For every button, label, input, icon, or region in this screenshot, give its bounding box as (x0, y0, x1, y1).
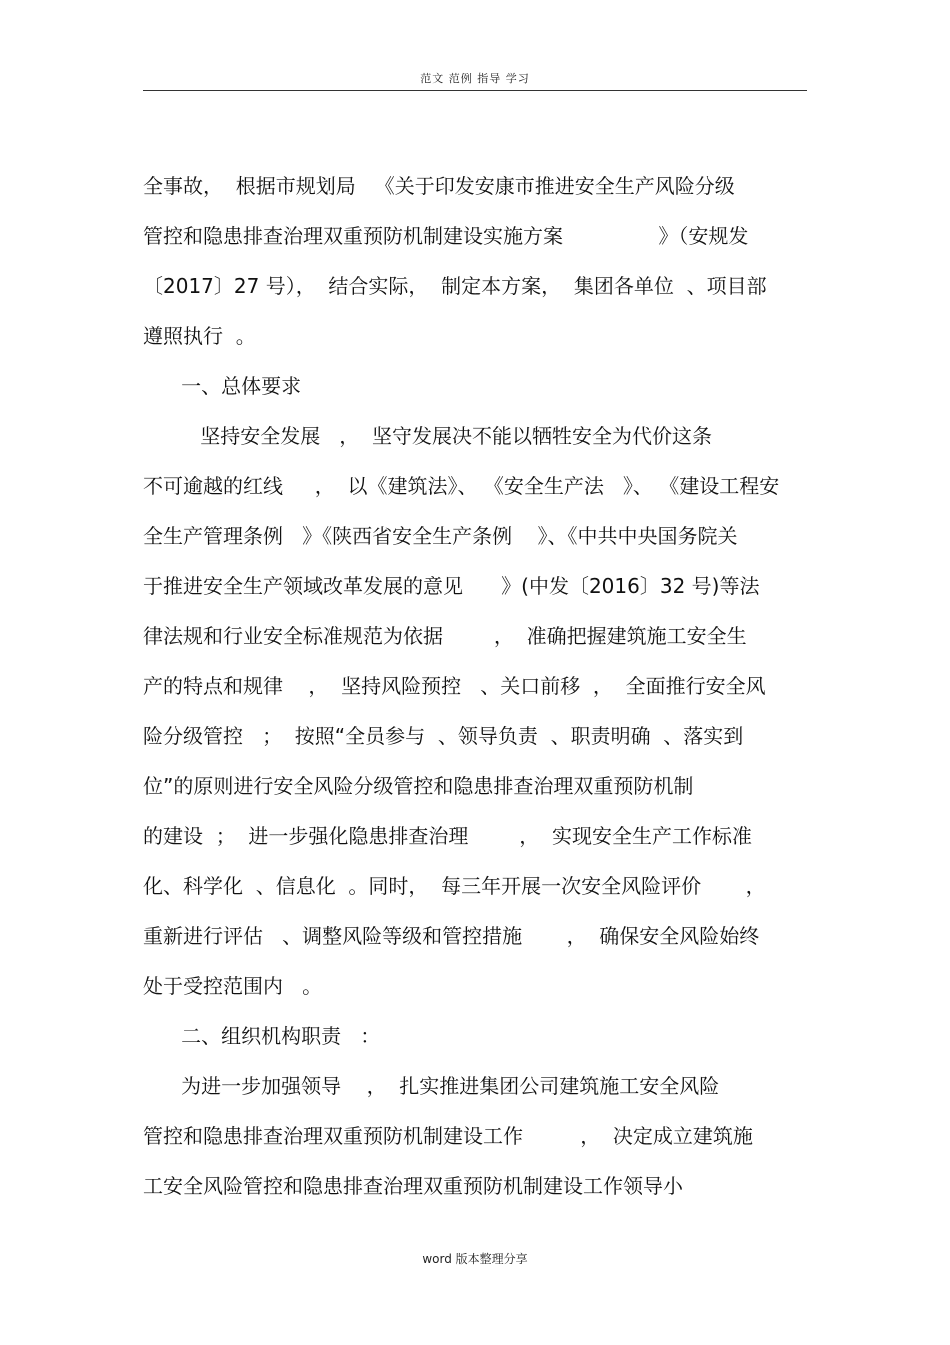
body-line: 律法规和行业安全标准规范为依据 ， 准确把握建筑施工安全生 (143, 624, 747, 648)
section-heading: 一、总体要求 (143, 374, 302, 398)
body-line: 产的特点和规律 ， 坚持风险预控 、关口前移 ， 全面推行安全风 (143, 674, 766, 698)
body-line: 于推进安全生产领域改革发展的意见 》(中发〔2016〕32 号)等法 (143, 574, 760, 598)
section-heading: 二、组织机构职责 ： (143, 1024, 381, 1048)
header-rule (143, 90, 807, 91)
body-line: 管控和隐患排查治理双重预防机制建设工作 ， 决定成立建筑施 (143, 1124, 753, 1148)
body-line: 重新进行评估 、调整风险等级和管控措施 ， 确保安全风险始终 (143, 924, 760, 948)
body-line: 全事故， 根据市规划局 《关于印发安康市推进安全生产风险分级 (143, 174, 735, 198)
body-line: 不可逾越的红线 ， 以《建筑法》、 《安全生产法 》、 《建设工程安 (143, 474, 780, 498)
body-line: 工安全风险管控和隐患排查治理双重预防机制建设工作领导小 (143, 1174, 683, 1198)
page-header: 范文 范例 指导 学习 (420, 72, 530, 85)
body-line: 〔2017〕27 号）， 结合实际， 制定本方案， 集团各单位 、项目部 (143, 274, 767, 298)
body-line: 坚持安全发展 ， 坚守发展决不能以牺牲安全为代价这条 (143, 424, 713, 448)
body-line: 的建设 ； 进一步强化隐患排查治理 ， 实现安全生产工作标准 (143, 824, 753, 848)
body-line: 遵照执行 。 (143, 324, 256, 348)
page-footer: word 版本整理分享 (422, 1252, 528, 1266)
body-line: 化、科学化 、信息化 。同时， 每三年开展一次安全风险评价 ， (143, 874, 766, 898)
body-line: 位”的原则进行安全风险分级管控和隐患排查治理双重预防机制 (143, 774, 694, 798)
body-line: 处于受控范围内 。 (143, 974, 323, 998)
body-line: 为进一步加强领导 ， 扎实推进集团公司建筑施工安全风险 (143, 1074, 720, 1098)
body-line: 险分级管控 ； 按照“全员参与 、领导负责 、职责明确 、落实到 (143, 724, 744, 748)
body-line: 管控和隐患排查治理双重预防机制建设实施方案 》（安规发 (143, 224, 749, 248)
body-line: 全生产管理条例 》《陕西省安全生产条例 》、《中共中央国务院关 (143, 524, 738, 548)
